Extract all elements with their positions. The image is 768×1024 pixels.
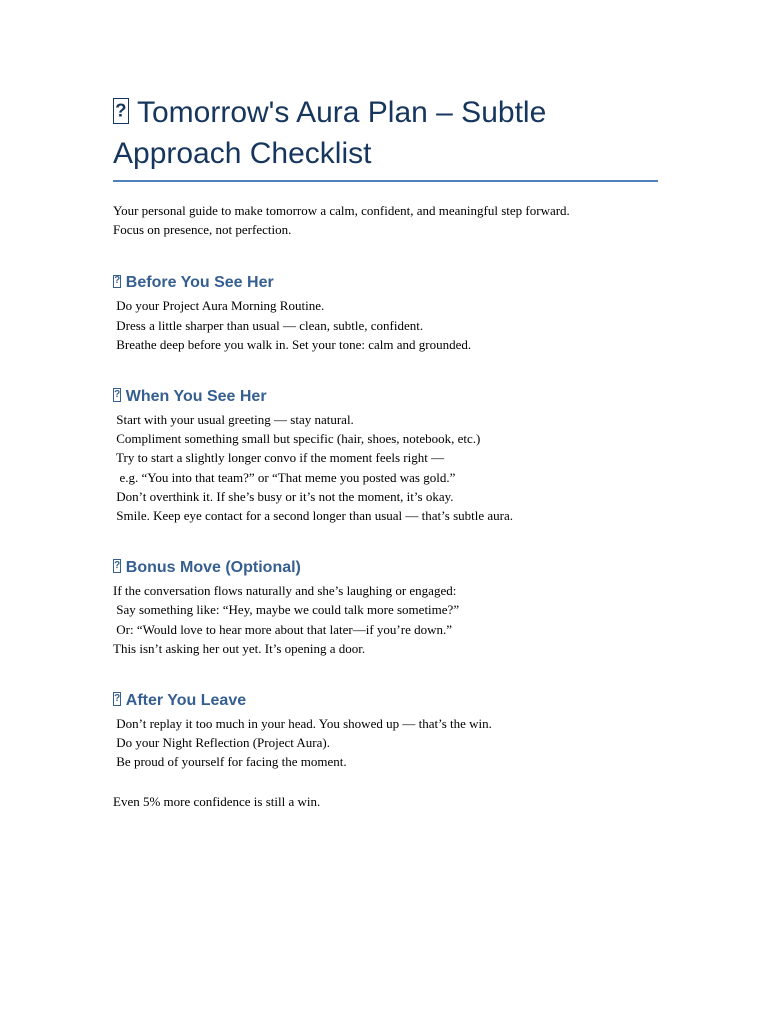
section-heading [113, 387, 658, 407]
intro-line: Your personal guide to make tomorrow a calm, confident, and meaningful step forward. [113, 203, 570, 218]
list-item: If the conversation flows naturally and she’s laughing or engaged: [113, 583, 457, 599]
section-after-you-leave [113, 691, 658, 772]
document-title [113, 92, 658, 182]
list-item: Start with your usual greeting — stay natural. [113, 412, 354, 428]
list-item: Do your Night Reflection (Project Aura). [113, 735, 330, 751]
list-item: Try to start a slightly longer convo if the moment feels right — [113, 450, 445, 466]
list-item: Do your Project Aura Morning Routine. [113, 298, 325, 314]
list-item: e.g. “You into that team?” or “That meme you posted was gold.” [113, 469, 456, 485]
section-heading-text: Bonus Move (Optional) [125, 559, 301, 577]
section-heading [113, 691, 658, 711]
list-item: Don’t replay it too much in your head. You showed up — that’s the win. [113, 716, 492, 732]
closing-line: Even 5% more confidence is still a win. [113, 793, 321, 809]
intro-paragraph [113, 201, 658, 239]
list-item: Be proud of yourself for facing the moment. [113, 754, 347, 770]
section-bonus-move [113, 558, 658, 658]
intro-line: Focus on presence, not perfection. [113, 222, 292, 238]
section-heading [113, 558, 658, 578]
list-item: Compliment something small but specific (hair, shoes, notebook, etc.) [113, 431, 481, 447]
section-lines [113, 714, 658, 772]
list-item: Breathe deep before you walk in. Set your tone: calm and grounded. [113, 336, 472, 352]
section-heading-text: Before You See Her [125, 274, 274, 292]
missing-glyph-icon [113, 388, 121, 402]
list-item: Say something like: “Hey, maybe we could talk more sometime?” [113, 602, 460, 618]
list-item: Dress a little sharper than usual — clean, subtle, confident. [113, 317, 424, 333]
document-title-text: Tomorrow's Aura Plan – Subtle Approach Checklist [113, 96, 547, 170]
section-heading [113, 273, 658, 293]
section-before-you-see-her [113, 273, 658, 354]
missing-glyph-icon [113, 692, 121, 706]
section-when-you-see-her [113, 387, 658, 525]
list-item: Smile. Keep eye contact for a second longer than usual — that’s subtle aura. [113, 508, 513, 524]
section-heading-text: After You Leave [125, 692, 247, 710]
section-lines [113, 296, 658, 354]
list-item: This isn’t asking her out yet. It’s opening a door. [113, 640, 366, 656]
section-lines [113, 581, 658, 658]
missing-glyph-icon [113, 559, 121, 573]
missing-glyph-icon [113, 98, 129, 124]
document-page [113, 92, 658, 811]
section-lines [113, 410, 658, 525]
missing-glyph-icon [113, 275, 121, 289]
list-item: Or: “Would love to hear more about that later—if you’re down.” [113, 621, 453, 637]
section-heading-text: When You See Her [125, 388, 267, 406]
list-item: Don’t overthink it. If she’s busy or it’s not the moment, it’s okay. [113, 488, 454, 504]
